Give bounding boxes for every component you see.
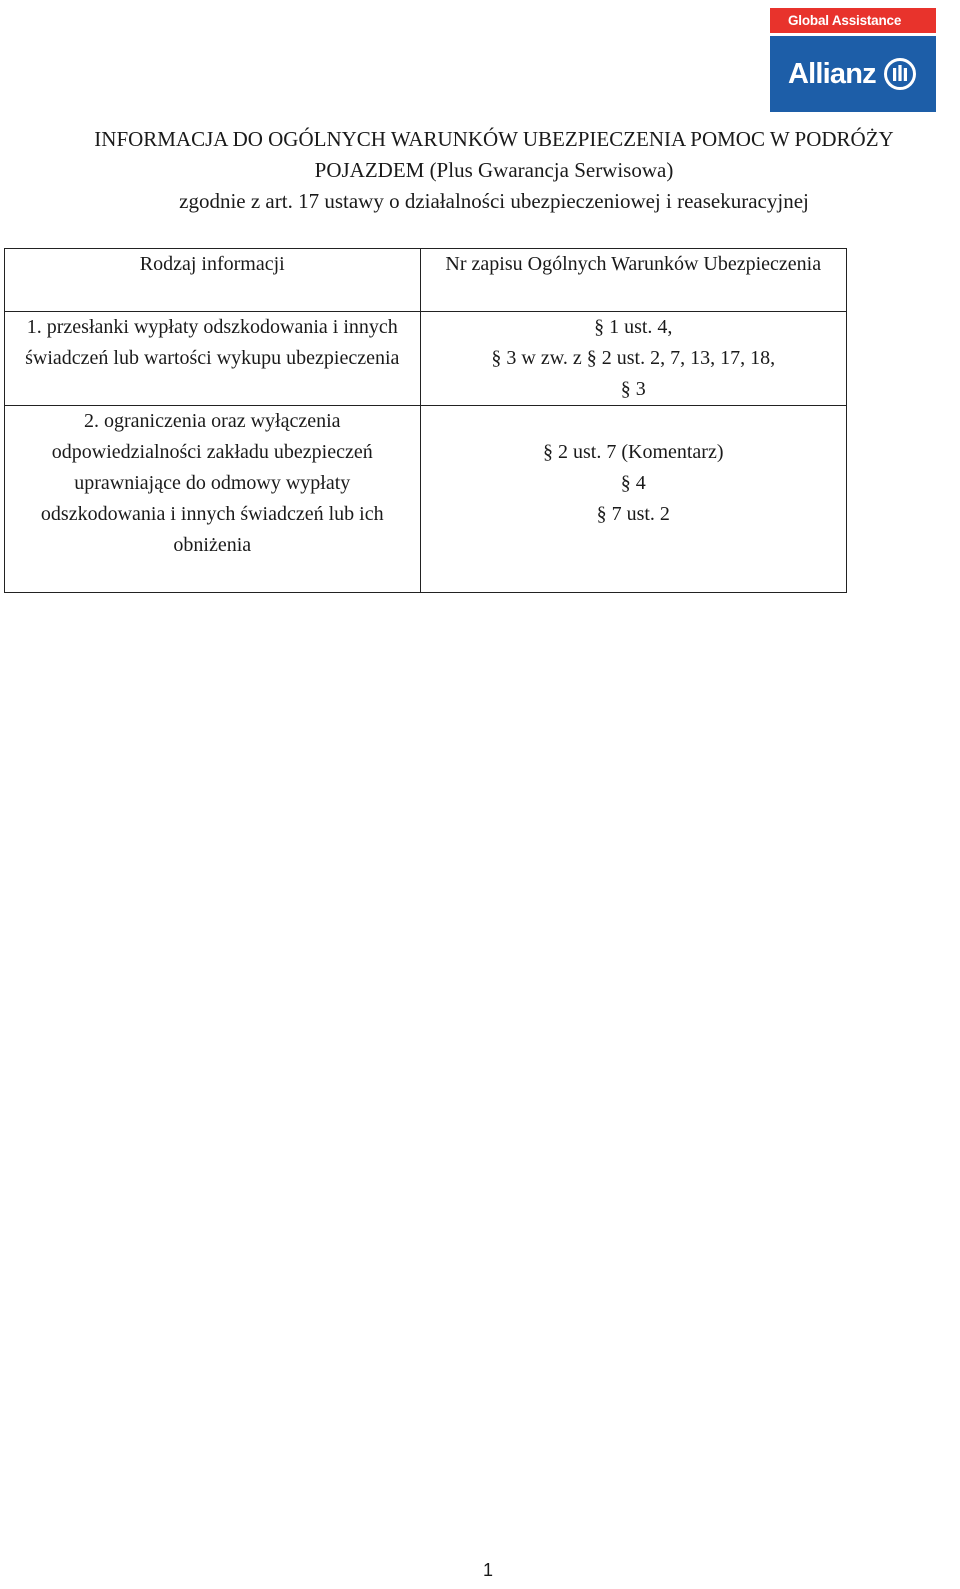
logo-tagline: Global Assistance <box>770 8 936 33</box>
row-1-info: 1. przesłanki wypłaty odszkodowania i innych świadczeń lub wartości wykupu ubezpieczenia <box>5 312 421 406</box>
table-header-row <box>5 249 847 312</box>
information-table <box>4 248 847 593</box>
logo-brand-name: Allianz <box>788 57 876 90</box>
logo-brand-block <box>770 36 936 112</box>
title-line-1: INFORMACJA DO OGÓLNYCH WARUNKÓW UBEZPIECZENIA POMOC W PODRÓŻY <box>94 127 894 151</box>
row-2-ref-2: § 4 <box>620 472 646 494</box>
header-info-type: Rodzaj informacji <box>5 249 421 312</box>
document-title <box>0 124 960 217</box>
page-number: 1 <box>482 1560 493 1580</box>
allianz-logo <box>770 8 936 112</box>
table-row <box>5 406 847 593</box>
header-clause-number: Nr zapisu Ogólnych Warunków Ubezpieczenia <box>420 249 846 312</box>
row-1-ref-1: § 1 ust. 4, <box>594 316 673 338</box>
row-2-refs <box>420 406 846 593</box>
row-1-ref-2: § 3 w zw. z § 2 ust. 2, 7, 13, 17, 18, <box>491 347 776 369</box>
row-2-info: 2. ograniczenia oraz wyłączenia odpowiedzialności zakładu ubezpieczeń uprawniające do odmowy wypłaty odszkodowania i innych świadczeń lub ich obniżenia <box>5 406 421 593</box>
table-row <box>5 312 847 406</box>
row-1-refs <box>420 312 846 406</box>
title-line-3: zgodnie z art. 17 ustawy o działalności ubezpieczeniowej i reasekuracyjnej <box>179 189 809 213</box>
title-line-2: POJAZDEM (Plus Gwarancja Serwisowa) <box>314 158 674 182</box>
allianz-eagle-icon <box>883 57 917 91</box>
row-1-ref-3: § 3 <box>620 378 646 400</box>
row-2-ref-1: § 2 ust. 7 (Komentarz) <box>543 441 724 463</box>
row-2-ref-3: § 7 ust. 2 <box>596 503 670 525</box>
